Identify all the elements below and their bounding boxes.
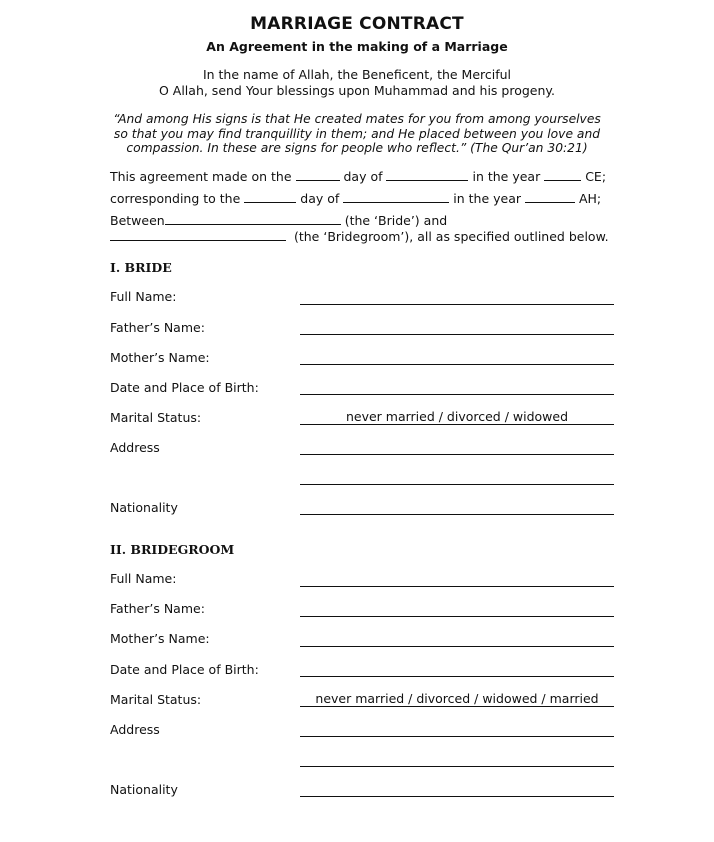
bride-full-name-label: Full Name: [110, 289, 177, 304]
between-text: Between [110, 213, 165, 228]
day-of-text: day of [343, 169, 383, 184]
quote-line-2: so that you may find tranquillity in them; and He placed between you love and [113, 126, 601, 141]
agreement-line-3 [110, 212, 447, 228]
month-blank-ce[interactable] [386, 168, 468, 181]
groom-address-field-1[interactable] [300, 722, 614, 737]
day-blank-ah[interactable] [244, 190, 296, 203]
groom-birth-label: Date and Place of Birth: [110, 662, 259, 677]
groom-address-label: Address [110, 722, 160, 737]
document-title: MARRIAGE CONTRACT [250, 14, 464, 34]
corresponding-text: corresponding to the [110, 191, 241, 206]
bride-marital-options: never married / divorced / widowed [345, 409, 569, 424]
bride-birth-label: Date and Place of Birth: [110, 380, 259, 395]
document-subtitle: An Agreement in the making of a Marriage [206, 39, 508, 54]
year-blank-ce[interactable] [544, 168, 581, 181]
ce-text: CE; [585, 169, 607, 184]
quote-line-1: “And among His signs is that He created mates for you from among yourselves [113, 112, 601, 126]
in-the-year-text-2: in the year [453, 191, 521, 206]
bride-address-label: Address [110, 440, 160, 455]
groom-nationality-field[interactable] [300, 782, 614, 797]
agreement-line-2 [110, 190, 601, 206]
bride-mothers-name-label: Mother’s Name: [110, 350, 210, 365]
in-the-year-text: in the year [472, 169, 541, 184]
bridegroom-section-heading: II. BRIDEGROOM [110, 542, 235, 557]
bridegroom-name-blank[interactable] [110, 228, 286, 241]
bride-section-heading: I. BRIDE [110, 260, 172, 275]
groom-mothers-name-label: Mother’s Name: [110, 631, 210, 646]
groom-birth-field[interactable] [300, 662, 614, 677]
bride-nationality-field[interactable] [300, 500, 614, 515]
month-blank-ah[interactable] [343, 190, 449, 203]
bride-birth-field[interactable] [300, 380, 614, 395]
quran-quote [0, 112, 714, 156]
bride-fathers-name-field[interactable] [300, 320, 614, 335]
bride-nationality-label: Nationality [110, 500, 178, 515]
groom-marital-status-label: Marital Status: [110, 692, 202, 707]
groom-address-field-2[interactable] [300, 752, 614, 767]
invocation [0, 67, 714, 99]
groom-marital-status-field[interactable] [300, 692, 614, 707]
groom-mothers-name-field[interactable] [300, 632, 614, 647]
invocation-line-2: O Allah, send Your blessings upon Muhammad and his progeny. [158, 83, 556, 98]
agreement-line-4 [110, 228, 609, 244]
bride-address-field-2[interactable] [300, 470, 614, 485]
groom-full-name-label: Full Name: [110, 571, 177, 586]
day-blank-ce[interactable] [296, 168, 340, 181]
agreement-line-1 [110, 168, 606, 184]
bride-full-name-field[interactable] [300, 290, 614, 305]
groom-fathers-name-field[interactable] [300, 602, 614, 617]
bride-address-field-1[interactable] [300, 440, 614, 455]
year-blank-ah[interactable] [525, 190, 575, 203]
ah-text: AH; [578, 191, 602, 206]
the-bride-text: (the ‘Bride’) and [344, 213, 448, 228]
invocation-line-1: In the name of Allah, the Beneficent, the Merciful [202, 67, 512, 82]
bride-mothers-name-field[interactable] [300, 350, 614, 365]
bride-marital-status-label: Marital Status: [110, 410, 202, 425]
groom-fathers-name-label: Father’s Name: [110, 601, 205, 616]
groom-full-name-field[interactable] [300, 572, 614, 587]
the-bridegroom-text: (the ‘Bridegroom’), all as specified outlined below. [293, 229, 609, 244]
day-of-text-2: day of [300, 191, 340, 206]
agreement-made-on-text: This agreement made on the [110, 169, 292, 184]
groom-marital-options: never married / divorced / widowed / married [315, 691, 599, 706]
bride-name-blank[interactable] [165, 212, 341, 225]
bride-fathers-name-label: Father’s Name: [110, 320, 205, 335]
bride-marital-status-field[interactable] [300, 410, 614, 425]
quote-line-3: compassion. In these are signs for people who reflect.” (The Qur’an 30:21) [126, 141, 588, 155]
groom-nationality-label: Nationality [110, 782, 178, 797]
